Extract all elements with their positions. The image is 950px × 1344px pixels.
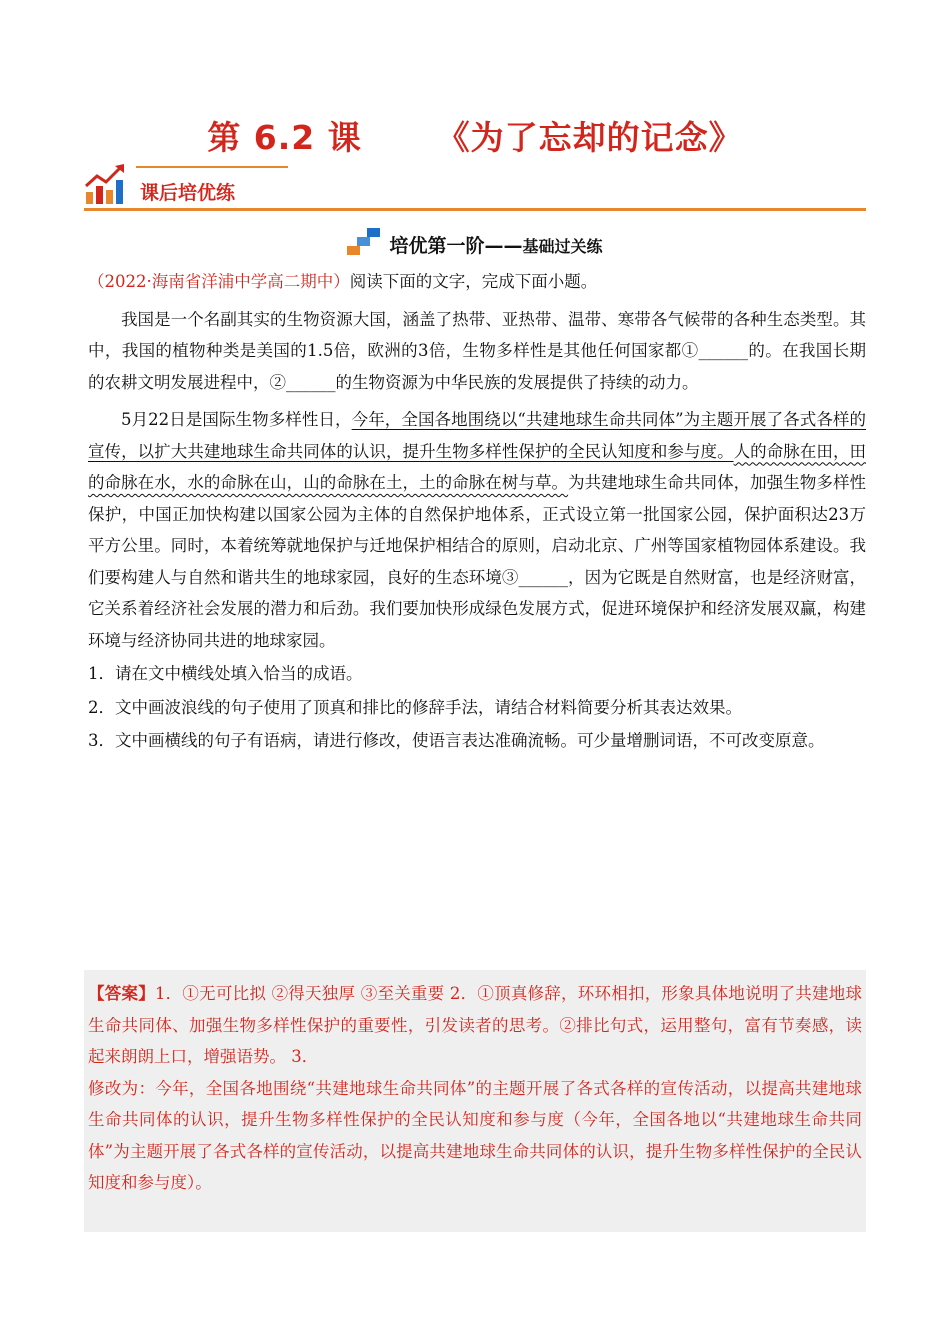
section-heading [0,228,950,258]
question-instruction: 阅读下面的文字，完成下面小题。 [349,272,598,291]
section-banner [84,160,866,212]
para2-rest: 为共建地球生命共同体，加强生物多样性保护，中国正加快构建以国家公园为主体的自然保护地体系，正式设立第一批国家公园，保护面积达23万平方公里。同时，本着统筹就地保护与迁地保护相结合的原则，启动北京、广州等国家植物园体系建设。我们要构建人与自然和谐共生的地球家园，良好的生态环境③______，因为它既是自然财富，也是经济财富，它关系着经济社会发展的潜力和后劲。我们要加快形成绿色发展方式，促进环境保护和经济发展双赢，构建环境与经济协同共进的地球家园。 [88,473,867,650]
passage-paragraph-2 [88,404,866,656]
question-intro [88,266,866,298]
banner-accent-line [136,166,288,168]
page-title: 第 6.2 课 《为了忘却的记念》 [207,118,743,157]
para2-start: 5月22日是国际生物多样性日， [121,410,352,429]
question-2: 2．文中画波浪线的句子使用了顶真和排比的修辞手法，请结合材料简要分析其表达效果。 [88,697,742,717]
banner-label: 课后培优练 [140,182,236,204]
section-title: 培优第一阶—— [389,235,523,257]
answer-box [84,970,866,1232]
answer-label: 【答案】 [88,984,155,1003]
banner-divider [84,208,866,211]
question-3: 3．文中画横线的句子有语病，请进行修改，使语言表达准确流畅。可少量增删词语，不可改变原意。 [88,731,825,750]
stairs-step-icon [347,228,381,256]
answer-part-1 [88,978,862,1073]
question-1: 1．请在文中横线处填入恰当的成语。 [88,664,363,683]
question-source: （2022·海南省洋浦中学高二期中） [88,272,350,291]
section-subtitle: 基础过关练 [522,237,603,256]
passage-paragraph-1: 我国是一个名副其实的生物资源大国，涵盖了热带、亚热带、温带、寒带各气候带的各种生态类型。其中，我国的植物种类是美国的1.5倍，欧洲的3倍，生物多样性是其他任何国家都①______的。在我国长期的农耕文明发展进程中，②______的生物资源为中华民族的发展提供了持续的动力。 [88,309,866,392]
rising-bar-chart-icon [84,162,128,206]
answer-part-2: 修改为：今年，全国各地围绕“共建地球生命共同体”的主题开展了各式各样的宣传活动，以提高共建地球生命共同体的认识，提升生物多样性保护的全民认知度和参与度（今年，全国各地以“共建地球生命共同体”为主题开展了各式各样的宣传活动，以提高共建地球生命共同体的认识，提升生物多样性保护的全民认知度和参与度）。 [88,1078,862,1192]
underlined-sentence: 今年，全国各地围绕以“共建地球生命共同体”为主题开展了各式各样的宣传，以扩大共建地球生命共同体的认识，提升生物多样性保护的全民认知度和参与度。 [88,410,866,461]
wavy-underlined-sentence: 人的命脉在田，田的命脉在水，水的命脉在山，山的命脉在土，土的命脉在树与草。 [88,441,867,492]
answer-text-1: 1．①无可比拟 ②得天独厚 ③至关重要 2．①顶真修辞，环环相扣，形象具体地说明了共建地球生命共同体、加强生物多样性保护的重要性，引发读者的思考。②排比句式，运用整句，富有节奏感，读起来朗朗上口，增强语势。 3． [88,984,863,1066]
question-body [88,266,866,757]
